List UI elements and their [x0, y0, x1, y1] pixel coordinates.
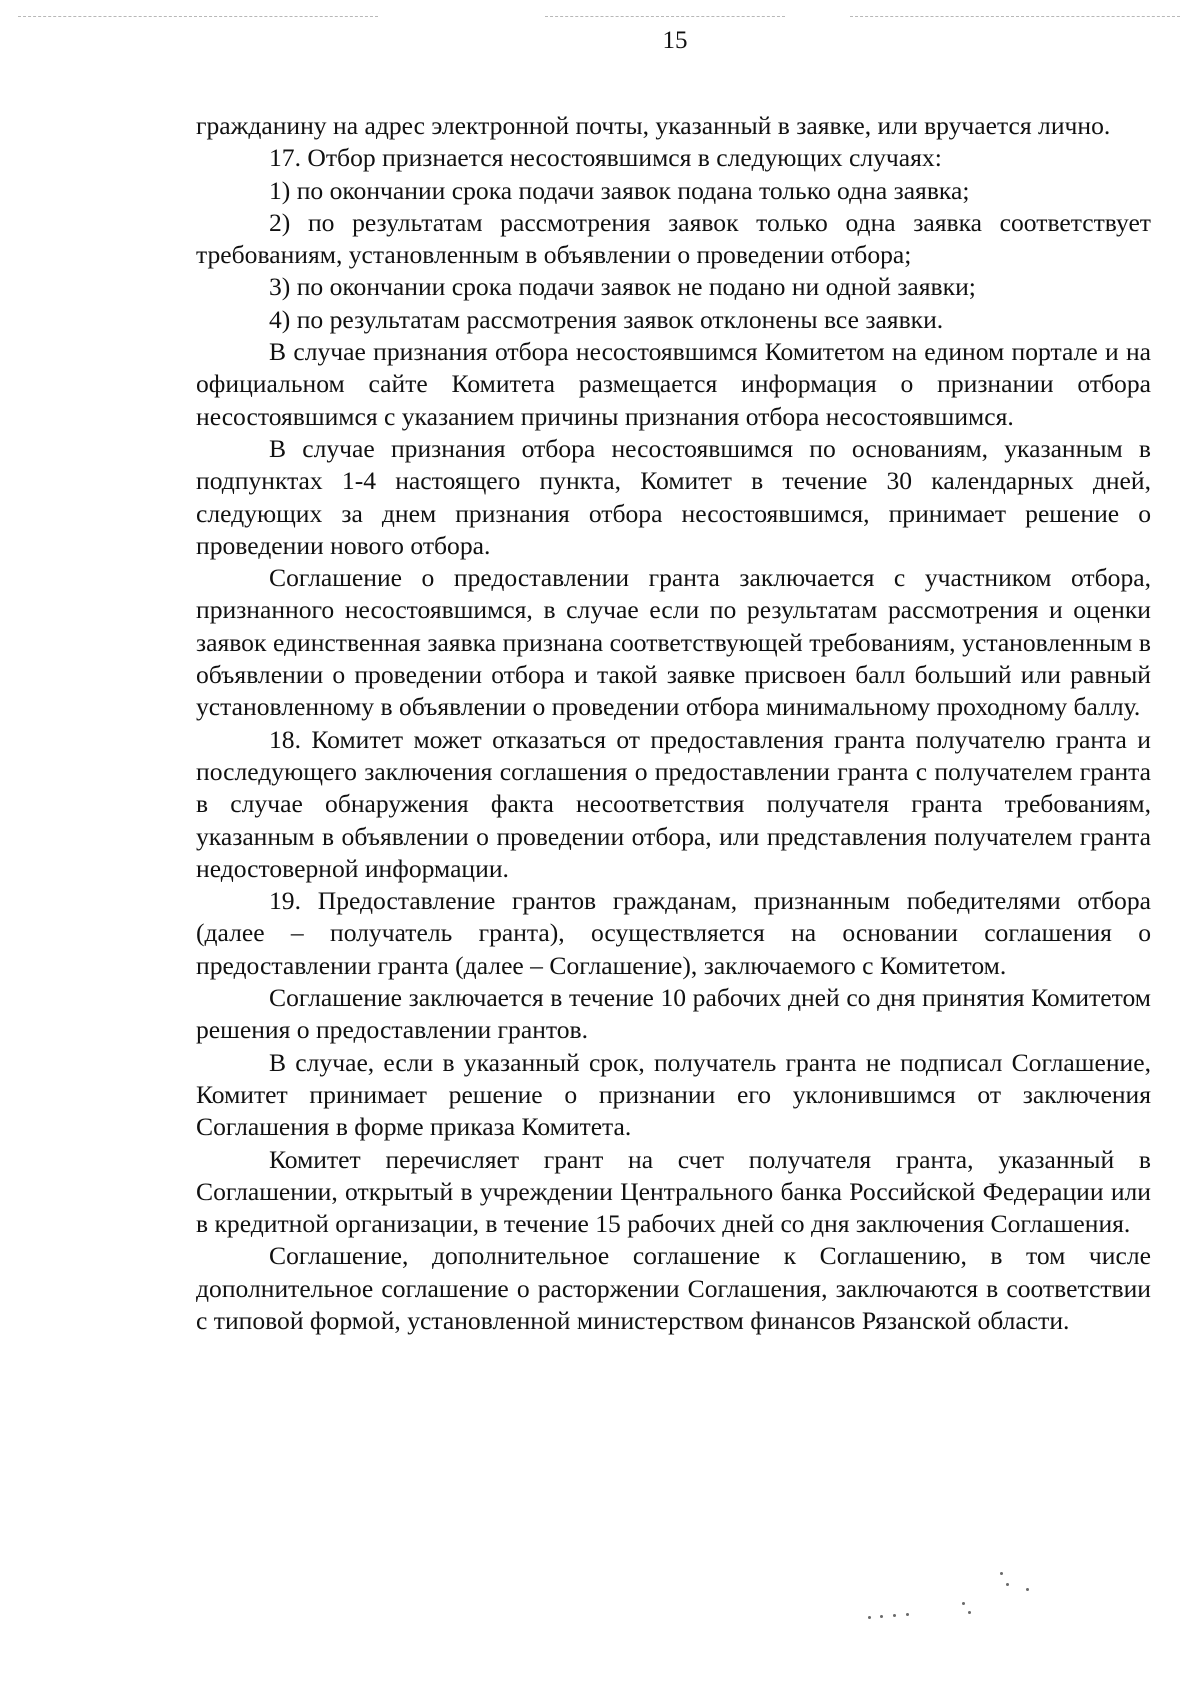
paragraph: Соглашение, дополнительное соглашение к Соглашению, в том числе дополнительное соглашение о расторжении Соглашения, заключаются в соответствии с типовой формой, установленной министерством финансов Рязанской области. [196, 1241, 1151, 1335]
paragraph: Соглашение о предоставлении гранта заключается с участником отбора, признанного несостоявшимся, в случае если по результатам рассмотрения и оценки заявок единственная заявка признана соответствующей требованиям, установленным в объявлении о проведении отбора и такой заявке присвоен балл больший или равный установленному в объявлении о проведении отбора минимальному проходному баллу. [196, 563, 1151, 722]
scan-speck [1000, 1572, 1003, 1575]
paragraph: В случае признания отбора несостоявшимся Комитетом на едином портале и на официальном сайте Комитета размещается информация о признании отбора несостоявшимся с указанием причины признания отбора несостоявшимся. [196, 337, 1151, 431]
scan-speck [906, 1613, 909, 1616]
paragraph: Соглашение заключается в течение 10 рабочих дней со дня принятия Комитетом решения о предоставлении грантов. [196, 983, 1151, 1045]
scan-artifact-top-left [18, 16, 378, 17]
scan-speck [880, 1615, 883, 1618]
scan-speck [868, 1616, 871, 1619]
document-body [196, 110, 1151, 1337]
scan-speck [968, 1611, 971, 1614]
scan-artifact-top-middle [545, 16, 785, 17]
paragraph: 19. Предоставление грантов гражданам, признанным победителями отбора (далее – получатель гранта), осуществляется на основании соглашения о предоставлении гранта (далее – Соглашение), заключаемого с Комитетом. [196, 886, 1151, 980]
paragraph: В случае, если в указанный срок, получатель гранта не подписал Соглашение, Комитет принимает решение о признании его уклонившимся от заключения Соглашения в форме приказа Комитета. [196, 1047, 1151, 1142]
paragraph: 18. Комитет может отказаться от предоставления гранта получателю гранта и последующего заключения соглашения о предоставлении гранта с получателем гранта в случае обнаружения факта несоответствия получателя гранта требованиям, указанным в объявлении о проведении отбора, или представления получателем гранта недостоверной информации. [196, 724, 1151, 883]
scan-artifact-top-right [850, 16, 1180, 17]
paragraph: гражданину на адрес электронной почты, указанный в заявке, или вручается лично. [196, 111, 1111, 140]
paragraph: 2) по результатам рассмотрения заявок только одна заявка соответствует требованиям, установленным в объявлении о проведении отбора; [196, 207, 1151, 270]
paragraph: 4) по результатам рассмотрения заявок отклонены все заявки. [269, 304, 944, 334]
paragraph: 1) по окончании срока подачи заявок подана только одна заявка; [269, 175, 970, 205]
page-number: 15 [662, 27, 688, 54]
scan-speck [962, 1602, 965, 1605]
scan-speck [893, 1614, 896, 1617]
paragraph: 17. Отбор признается несостоявшимся в следующих случаях: [269, 143, 942, 173]
scan-speck [1026, 1588, 1029, 1591]
paragraph: В случае признания отбора несостоявшимся по основаниям, указанным в подпунктах 1-4 настоящего пункта, Комитет в течение 30 календарных дней, следующих за днем признания отбора несостоявшимся, принимает решение о проведении нового отбора. [196, 433, 1151, 560]
paragraph: Комитет перечисляет грант на счет получателя гранта, указанный в Соглашении, открытый в учреждении Центрального банка Российской Федерации или в кредитной организации, в течение 15 рабочих дней со дня заключения Соглашения. [196, 1144, 1151, 1239]
scan-speck [1006, 1583, 1009, 1586]
paragraph: 3) по окончании срока подачи заявок не подано ни одной заявки; [269, 272, 976, 302]
